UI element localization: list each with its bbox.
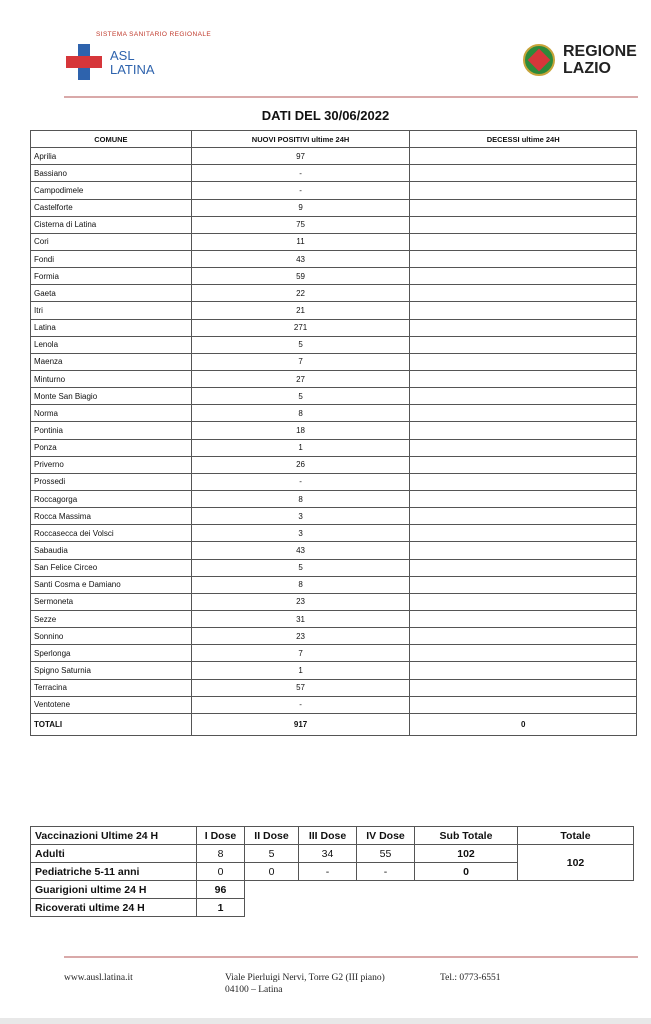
cell-comune: Ventotene <box>31 696 192 713</box>
cell-comune: Sabaudia <box>31 542 192 559</box>
table-row <box>31 302 637 319</box>
cell-comune: Minturno <box>31 370 192 387</box>
vacc-cell: 8 <box>197 845 245 863</box>
cell-decessi <box>410 250 637 267</box>
cell-positivi: 5 <box>191 388 410 405</box>
document-header <box>0 0 651 110</box>
table-row <box>31 353 637 370</box>
cell-comune: Terracina <box>31 679 192 696</box>
cell-positivi: 75 <box>191 216 410 233</box>
cell-decessi <box>410 353 637 370</box>
vacc-header-dose3: III Dose <box>299 827 357 845</box>
vacc-label-pediatriche: Pediatriche 5-11 anni <box>31 863 197 881</box>
vacc-subtotal-adulti: 102 <box>415 845 518 863</box>
cell-decessi <box>410 662 637 679</box>
table-row <box>31 422 637 439</box>
table-row <box>31 490 637 507</box>
cell-positivi: 8 <box>191 576 410 593</box>
table-row <box>31 508 637 525</box>
cell-decessi <box>410 422 637 439</box>
cell-positivi: 8 <box>191 490 410 507</box>
cell-decessi <box>410 628 637 645</box>
table-row <box>31 370 637 387</box>
cell-comune: Sonnino <box>31 628 192 645</box>
footer-website[interactable]: www.ausl.latina.it <box>64 973 133 983</box>
cell-decessi <box>410 370 637 387</box>
cell-positivi: 5 <box>191 559 410 576</box>
cell-positivi: - <box>191 165 410 182</box>
table-row <box>31 456 637 473</box>
cell-comune: Lenola <box>31 336 192 353</box>
cell-comune: Sperlonga <box>31 645 192 662</box>
table-row <box>31 576 637 593</box>
vacc-cell: - <box>357 863 415 881</box>
page-bottom-edge <box>0 1018 651 1024</box>
guarigioni-value: 96 <box>197 881 245 899</box>
cell-comune: Campodimele <box>31 182 192 199</box>
cell-positivi: 27 <box>191 370 410 387</box>
cell-comune: Norma <box>31 405 192 422</box>
cell-comune: San Felice Circeo <box>31 559 192 576</box>
vacc-header-subtotal: Sub Totale <box>415 827 518 845</box>
cell-comune: Ponza <box>31 439 192 456</box>
table-row <box>31 662 637 679</box>
cell-decessi <box>410 148 637 165</box>
cell-positivi: 23 <box>191 628 410 645</box>
table-row <box>31 148 637 165</box>
table-row <box>31 319 637 336</box>
cell-comune: Fondi <box>31 250 192 267</box>
totals-row <box>31 713 637 735</box>
vacc-cell: 0 <box>197 863 245 881</box>
cell-comune: Formia <box>31 268 192 285</box>
cell-positivi: 31 <box>191 610 410 627</box>
table-row <box>31 593 637 610</box>
cell-comune: Castelforte <box>31 199 192 216</box>
col-header-decessi: DECESSI ultime 24H <box>410 131 637 148</box>
cell-decessi <box>410 593 637 610</box>
cell-positivi: 23 <box>191 593 410 610</box>
cell-decessi <box>410 679 637 696</box>
cell-comune: Maenza <box>31 353 192 370</box>
ricoverati-label: Ricoverati ultime 24 H <box>31 899 197 917</box>
vacc-header-dose4: IV Dose <box>357 827 415 845</box>
table-row <box>31 645 637 662</box>
vacc-header-dose1: I Dose <box>197 827 245 845</box>
cell-decessi <box>410 696 637 713</box>
cell-positivi: 1 <box>191 439 410 456</box>
vacc-header-title: Vaccinazioni Ultime 24 H <box>31 827 197 845</box>
vacc-cell: 34 <box>299 845 357 863</box>
cell-decessi <box>410 216 637 233</box>
cell-comune: Spigno Saturnia <box>31 662 192 679</box>
table-row <box>31 165 637 182</box>
table-row <box>31 182 637 199</box>
table-row <box>31 696 637 713</box>
cell-positivi: 7 <box>191 353 410 370</box>
cell-positivi: 7 <box>191 645 410 662</box>
table-row <box>31 268 637 285</box>
cell-positivi: 26 <box>191 456 410 473</box>
cell-decessi <box>410 610 637 627</box>
cell-decessi <box>410 268 637 285</box>
table-row <box>31 679 637 696</box>
table-row <box>31 250 637 267</box>
footer-address: Viale Pierluigi Nervi, Torre G2 (III piano) 04100 – Latina <box>225 973 385 995</box>
cell-decessi <box>410 576 637 593</box>
cell-decessi <box>410 490 637 507</box>
vaccinations-table <box>30 826 634 917</box>
cell-positivi: 5 <box>191 336 410 353</box>
vacc-label-adulti: Adulti <box>31 845 197 863</box>
cell-decessi <box>410 508 637 525</box>
table-row <box>31 216 637 233</box>
cell-comune: Itri <box>31 302 192 319</box>
totals-label: TOTALI <box>31 713 192 735</box>
cell-positivi: 3 <box>191 508 410 525</box>
vacc-grand-total: 102 <box>518 845 634 881</box>
vacc-header-row <box>31 827 634 845</box>
cell-decessi <box>410 319 637 336</box>
cell-comune: Rocca Massima <box>31 508 192 525</box>
cell-comune: Sezze <box>31 610 192 627</box>
cell-positivi: 59 <box>191 268 410 285</box>
cell-comune: Prossedi <box>31 473 192 490</box>
table-row <box>31 336 637 353</box>
cell-decessi <box>410 645 637 662</box>
cell-decessi <box>410 542 637 559</box>
cell-comune: Gaeta <box>31 285 192 302</box>
vacc-header-dose2: II Dose <box>245 827 299 845</box>
cell-comune: Santi Cosma e Damiano <box>31 576 192 593</box>
cell-decessi <box>410 302 637 319</box>
cell-positivi: 18 <box>191 422 410 439</box>
table-row <box>31 610 637 627</box>
cell-positivi: 9 <box>191 199 410 216</box>
cell-comune: Roccagorga <box>31 490 192 507</box>
cell-decessi <box>410 405 637 422</box>
cell-comune: Pontinia <box>31 422 192 439</box>
footer-divider <box>64 956 638 958</box>
guarigioni-row <box>31 881 634 899</box>
vacc-subtotal-pediatriche: 0 <box>415 863 518 881</box>
totals-decessi: 0 <box>410 713 637 735</box>
cell-positivi: 11 <box>191 233 410 250</box>
cell-positivi: 43 <box>191 250 410 267</box>
cell-comune: Latina <box>31 319 192 336</box>
table-header-row <box>31 131 637 148</box>
cell-positivi: 8 <box>191 405 410 422</box>
cell-decessi <box>410 559 637 576</box>
cell-comune: Monte San Biagio <box>31 388 192 405</box>
cell-positivi: - <box>191 182 410 199</box>
guarigioni-label: Guarigioni ultime 24 H <box>31 881 197 899</box>
cell-comune: Cisterna di Latina <box>31 216 192 233</box>
cell-decessi <box>410 233 637 250</box>
regione-lazio-name: REGIONE LAZIO <box>563 43 637 77</box>
cell-decessi <box>410 388 637 405</box>
cell-decessi <box>410 473 637 490</box>
cell-comune: Sermoneta <box>31 593 192 610</box>
cell-positivi: - <box>191 696 410 713</box>
ricoverati-row <box>31 899 634 917</box>
header-divider <box>64 96 638 98</box>
totals-positivi: 917 <box>191 713 410 735</box>
cell-comune: Bassiano <box>31 165 192 182</box>
col-header-positivi: NUOVI POSITIVI ultime 24H <box>191 131 410 148</box>
table-row <box>31 233 637 250</box>
asl-system-label: SISTEMA SANITARIO REGIONALE <box>96 31 212 38</box>
vacc-row-adulti <box>31 845 634 863</box>
vacc-cell: 5 <box>245 845 299 863</box>
table-row <box>31 439 637 456</box>
cell-decessi <box>410 336 637 353</box>
vacc-cell: 0 <box>245 863 299 881</box>
vacc-cell: - <box>299 863 357 881</box>
cell-comune: Priverno <box>31 456 192 473</box>
asl-cross-logo-icon <box>66 44 102 80</box>
table-row <box>31 405 637 422</box>
cell-positivi: 271 <box>191 319 410 336</box>
page-title: DATI DEL 30/06/2022 <box>261 108 390 123</box>
cell-comune: Cori <box>31 233 192 250</box>
table-row <box>31 199 637 216</box>
vacc-cell: 55 <box>357 845 415 863</box>
vacc-header-total: Totale <box>518 827 634 845</box>
table-row <box>31 525 637 542</box>
cell-positivi: 3 <box>191 525 410 542</box>
asl-name: ASL LATINA <box>110 48 155 77</box>
cell-decessi <box>410 165 637 182</box>
cell-decessi <box>410 439 637 456</box>
footer-phone: Tel.: 0773-6551 <box>440 973 501 983</box>
cell-decessi <box>410 285 637 302</box>
cell-comune: Roccasecca dei Volsci <box>31 525 192 542</box>
cell-positivi: 1 <box>191 662 410 679</box>
cell-decessi <box>410 182 637 199</box>
table-row <box>31 388 637 405</box>
table-row <box>31 473 637 490</box>
cell-positivi: - <box>191 473 410 490</box>
table-row <box>31 285 637 302</box>
regione-lazio-emblem-icon <box>523 44 555 76</box>
table-row <box>31 628 637 645</box>
cell-decessi <box>410 199 637 216</box>
cell-positivi: 43 <box>191 542 410 559</box>
col-header-comune: COMUNE <box>31 131 192 148</box>
cell-positivi: 97 <box>191 148 410 165</box>
cell-positivi: 57 <box>191 679 410 696</box>
table-row <box>31 559 637 576</box>
ricoverati-value: 1 <box>197 899 245 917</box>
positives-table <box>30 130 637 736</box>
cell-positivi: 22 <box>191 285 410 302</box>
cell-positivi: 21 <box>191 302 410 319</box>
table-row <box>31 542 637 559</box>
cell-decessi <box>410 456 637 473</box>
cell-decessi <box>410 525 637 542</box>
cell-comune: Aprilia <box>31 148 192 165</box>
